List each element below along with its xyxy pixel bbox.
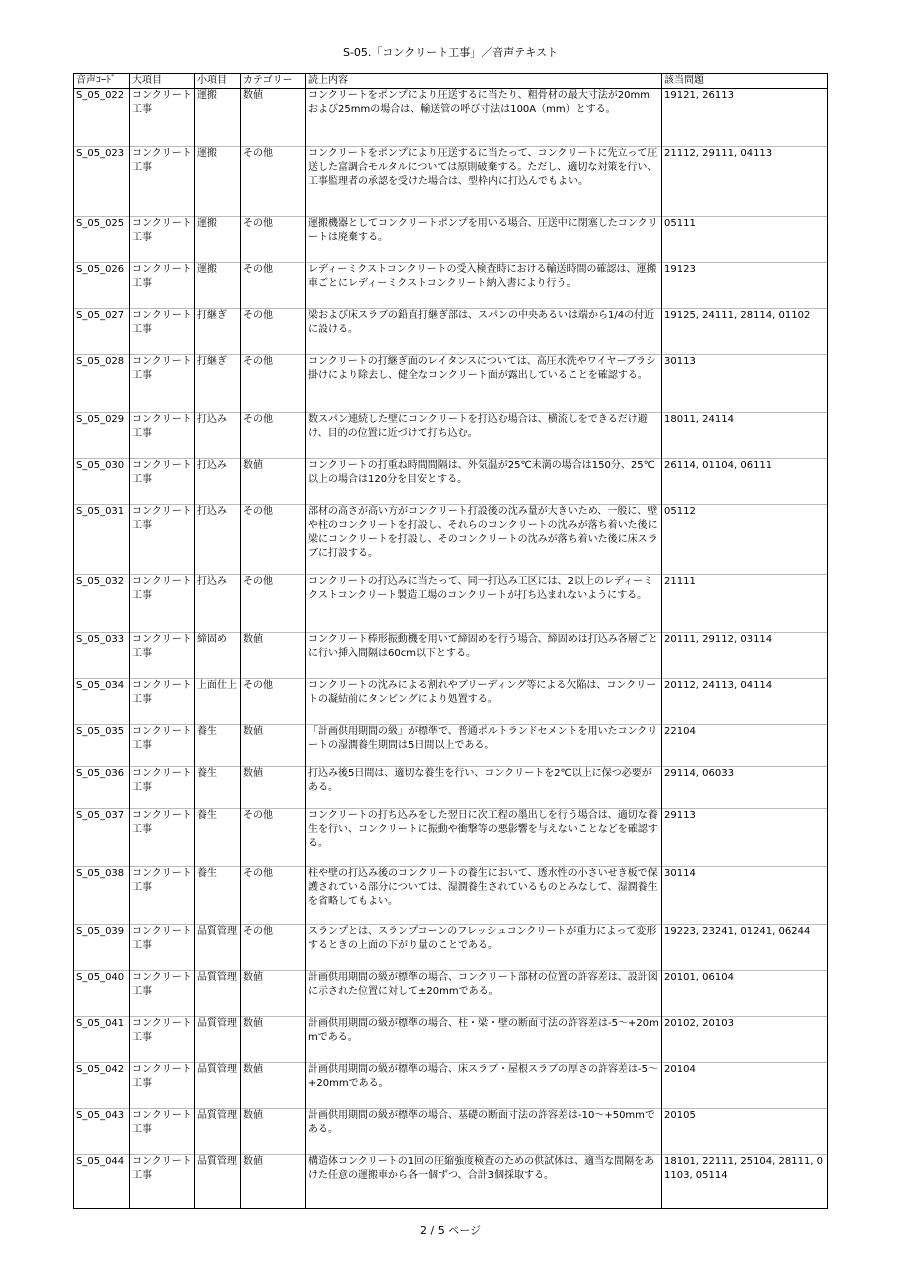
cell-text: コンクリートの打重ね時間間隔は、外気温が25℃未満の場合は150分、25℃以上の場合は120分を目安とする。 [306,459,662,505]
cell-code: S_05_023 [74,147,130,217]
cell-text: 運搬機器としてコンクリートポンプを用いる場合、圧送中に閉塞したコンクリートは廃棄する。 [306,217,662,263]
cell-major: コンクリート工事 [130,217,195,263]
cell-minor: 品質管理 [195,1109,241,1155]
cell-major: コンクリート工事 [130,867,195,925]
cell-category: 数値 [241,633,306,679]
cell-major: コンクリート工事 [130,809,195,867]
cell-minor: 運搬 [195,263,241,309]
cell-category: その他 [241,217,306,263]
table-row [74,925,828,971]
cell-text: コンクリートをポンプにより圧送するに当たり、粗骨材の最大寸法が20mmおよび25mmの場合は、輸送管の呼び寸法は100A（mm）とする。 [306,89,662,147]
cell-refs: 20102, 20103 [662,1017,828,1063]
cell-code: S_05_036 [74,767,130,809]
cell-code: S_05_038 [74,867,130,925]
cell-minor: 品質管理 [195,1063,241,1109]
cell-text: 柱や壁の打込み後のコンクリートの養生において、透水性の小さいせき板で保護されている部分については、湿潤養生されているものとみなして、湿潤養生を省略してもよい。 [306,867,662,925]
cell-category: その他 [241,263,306,309]
cell-category: 数値 [241,1017,306,1063]
cell-text: コンクリートの沈みによる割れやブリーディング等による欠陥は、コンクリートの凝結前にタンピングにより処置する。 [306,679,662,725]
table-row [74,725,828,767]
table-row [74,767,828,809]
cell-category: 数値 [241,1155,306,1209]
cell-refs: 20105 [662,1109,828,1155]
cell-major: コンクリート工事 [130,1063,195,1109]
cell-category: 数値 [241,1109,306,1155]
table-row [74,575,828,633]
cell-code: S_05_039 [74,925,130,971]
table-row [74,459,828,505]
cell-text: 打込み後5日間は、適切な養生を行い、コンクリートを2℃以上に保つ必要がある。 [306,767,662,809]
cell-refs: 21111 [662,575,828,633]
cell-refs: 21112, 29111, 04113 [662,147,828,217]
cell-major: コンクリート工事 [130,679,195,725]
cell-minor: 運搬 [195,89,241,147]
cell-category: 数値 [241,971,306,1017]
cell-code: S_05_027 [74,309,130,355]
audio-text-table [73,73,828,1209]
table-row [74,217,828,263]
cell-minor: 打込み [195,413,241,459]
cell-text: 数スパン連続した壁にコンクリートを打込む場合は、横流しをできるだけ避け、目的の位置に近づけて打ち込む。 [306,413,662,459]
cell-code: S_05_031 [74,505,130,575]
cell-major: コンクリート工事 [130,633,195,679]
cell-category: 数値 [241,459,306,505]
cell-category: 数値 [241,767,306,809]
cell-text: コンクリートの打ち込みをした翌日に次工程の墨出しを行う場合は、適切な養生を行い、コンクリートに振動や衝撃等の悪影響を与えないことなどを確認する。 [306,809,662,867]
cell-text: コンクリートの打継ぎ面のレイタンスについては、高圧水洗やワイヤーブラシ掛けにより除去し、健全なコンクリート面が露出していることを確認する。 [306,355,662,413]
cell-refs: 18101, 22111, 25104, 28111, 01103, 05114 [662,1155,828,1209]
cell-category: その他 [241,505,306,575]
cell-category: 数値 [241,725,306,767]
cell-code: S_05_044 [74,1155,130,1209]
table-row [74,1063,828,1109]
cell-text: コンクリート棒形振動機を用いて締固めを行う場合、締固めは打込み各層ごとに行い挿入間隔は60cm以下とする。 [306,633,662,679]
cell-refs: 19123 [662,263,828,309]
cell-refs: 30114 [662,867,828,925]
cell-major: コンクリート工事 [130,459,195,505]
cell-major: コンクリート工事 [130,1109,195,1155]
col-header-text: 読上内容 [306,74,662,89]
table-row [74,1109,828,1155]
cell-major: コンクリート工事 [130,309,195,355]
cell-refs: 19223, 23241, 01241, 06244 [662,925,828,971]
cell-minor: 打込み [195,459,241,505]
cell-code: S_05_035 [74,725,130,767]
cell-text: 計画供用期間の級が標準の場合、基礎の断面寸法の許容差は-10～+50mmである。 [306,1109,662,1155]
col-header-refs: 該当問題 [662,74,828,89]
cell-text: コンクリートの打込みに当たって、同一打込み工区には、2以上のレディーミクストコンクリート製造工場のコンクリートが打ち込まれないようにする。 [306,575,662,633]
cell-major: コンクリート工事 [130,355,195,413]
cell-code: S_05_043 [74,1109,130,1155]
table-row [74,355,828,413]
cell-minor: 打継ぎ [195,309,241,355]
cell-code: S_05_034 [74,679,130,725]
cell-refs: 20112, 24113, 04114 [662,679,828,725]
cell-refs: 18011, 24114 [662,413,828,459]
cell-minor: 打込み [195,505,241,575]
table-row [74,147,828,217]
cell-minor: 打継ぎ [195,355,241,413]
cell-minor: 運搬 [195,217,241,263]
cell-category: その他 [241,413,306,459]
cell-category: 数値 [241,1063,306,1109]
cell-refs: 05111 [662,217,828,263]
table-row [74,1017,828,1063]
table-row [74,263,828,309]
cell-text: 「計画供用期間の級」が標準で、普通ポルトランドセメントを用いたコンクリートの湿潤養生期間は5日間以上である。 [306,725,662,767]
table-row [74,971,828,1017]
cell-refs: 29114, 06033 [662,767,828,809]
cell-minor: 運搬 [195,147,241,217]
cell-major: コンクリート工事 [130,505,195,575]
cell-refs: 29113 [662,809,828,867]
cell-code: S_05_032 [74,575,130,633]
cell-category: その他 [241,575,306,633]
cell-major: コンクリート工事 [130,971,195,1017]
table-row [74,309,828,355]
cell-minor: 打込み [195,575,241,633]
cell-category: その他 [241,809,306,867]
cell-major: コンクリート工事 [130,1155,195,1209]
cell-minor: 養生 [195,725,241,767]
cell-category: その他 [241,355,306,413]
cell-category: その他 [241,679,306,725]
cell-code: S_05_040 [74,971,130,1017]
cell-text: 構造体コンクリートの1回の圧縮強度検査のための供試体は、適当な間隔をあけた任意の運搬車から各一個ずつ、合計3個採取する。 [306,1155,662,1209]
cell-refs: 20111, 29112, 03114 [662,633,828,679]
cell-text: 部材の高さが高い方がコンクリート打設後の沈み量が大きいため、一般に、壁や柱のコンクリートを打設し、それらのコンクリートの沈みが落ち着いた後に梁にコンクリートを打設し、そのコンクリートの沈みが落ち着いた後に床スラブに打設する。 [306,505,662,575]
cell-refs: 19125, 24111, 28114, 01102 [662,309,828,355]
cell-refs: 30113 [662,355,828,413]
page-title: S-05.「コンクリート工事」／音声テキスト [342,46,558,59]
cell-refs: 05112 [662,505,828,575]
cell-code: S_05_030 [74,459,130,505]
cell-code: S_05_026 [74,263,130,309]
cell-code: S_05_037 [74,809,130,867]
cell-major: コンクリート工事 [130,575,195,633]
cell-code: S_05_025 [74,217,130,263]
cell-category: その他 [241,147,306,217]
cell-major: コンクリート工事 [130,1017,195,1063]
cell-text: コンクリートをポンプにより圧送するに当たって、コンクリートに先立って圧送した富調合モルタルについては原則破棄する。ただし、適切な対策を行い、工事監理者の承認を受けた場合は、型枠内に打込んでもよい。 [306,147,662,217]
table-row [74,1155,828,1209]
cell-major: コンクリート工事 [130,767,195,809]
table-row [74,505,828,575]
cell-code: S_05_042 [74,1063,130,1109]
page-number: 2 / 5 ページ [420,1224,481,1237]
cell-minor: 品質管理 [195,1017,241,1063]
cell-major: コンクリート工事 [130,89,195,147]
cell-text: 計画供用期間の級が標準の場合、コンクリート部材の位置の許容差は、設計図に示された位置に対して±20mmである。 [306,971,662,1017]
cell-major: コンクリート工事 [130,263,195,309]
cell-minor: 上面仕上 [195,679,241,725]
cell-code: S_05_041 [74,1017,130,1063]
col-header-code: 音声ｺｰﾄﾞ [74,74,130,89]
col-header-category: カテゴリー [241,74,306,89]
cell-minor: 品質管理 [195,1155,241,1209]
cell-refs: 19121, 26113 [662,89,828,147]
cell-minor: 締固め [195,633,241,679]
col-header-major: 大項目 [130,74,195,89]
cell-minor: 養生 [195,809,241,867]
table-row [74,89,828,147]
cell-refs: 20104 [662,1063,828,1109]
cell-code: S_05_022 [74,89,130,147]
cell-major: コンクリート工事 [130,147,195,217]
cell-category: その他 [241,309,306,355]
cell-minor: 養生 [195,767,241,809]
cell-major: コンクリート工事 [130,413,195,459]
table-row [74,679,828,725]
cell-category: その他 [241,867,306,925]
table-row [74,809,828,867]
col-header-minor: 小項目 [195,74,241,89]
cell-refs: 20101, 06104 [662,971,828,1017]
cell-text: 梁および床スラブの鉛直打継ぎ部は、スパンの中央あるいは端から1/4の付近に設ける。 [306,309,662,355]
cell-minor: 品質管理 [195,925,241,971]
cell-major: コンクリート工事 [130,925,195,971]
table-header-row [74,74,828,89]
table-row [74,867,828,925]
cell-code: S_05_029 [74,413,130,459]
table-row [74,633,828,679]
cell-text: 計画供用期間の級が標準の場合、柱・梁・壁の断面寸法の許容差は-5～+20mmである。 [306,1017,662,1063]
cell-text: 計画供用期間の級が標準の場合、床スラブ・屋根スラブの厚さの許容差は-5～+20mmである。 [306,1063,662,1109]
cell-minor: 品質管理 [195,971,241,1017]
cell-major: コンクリート工事 [130,725,195,767]
cell-code: S_05_033 [74,633,130,679]
cell-category: 数値 [241,89,306,147]
cell-category: その他 [241,925,306,971]
table-row [74,413,828,459]
cell-text: スランプとは、スランプコーンのフレッシュコンクリートが重力によって変形するときの上面の下がり量のことである。 [306,925,662,971]
cell-refs: 22104 [662,725,828,767]
cell-minor: 養生 [195,867,241,925]
cell-refs: 26114, 01104, 06111 [662,459,828,505]
cell-code: S_05_028 [74,355,130,413]
cell-text: レディーミクストコンクリートの受入検査時における輸送時間の確認は、運搬車ごとにレディーミクストコンクリート納入書により行う。 [306,263,662,309]
